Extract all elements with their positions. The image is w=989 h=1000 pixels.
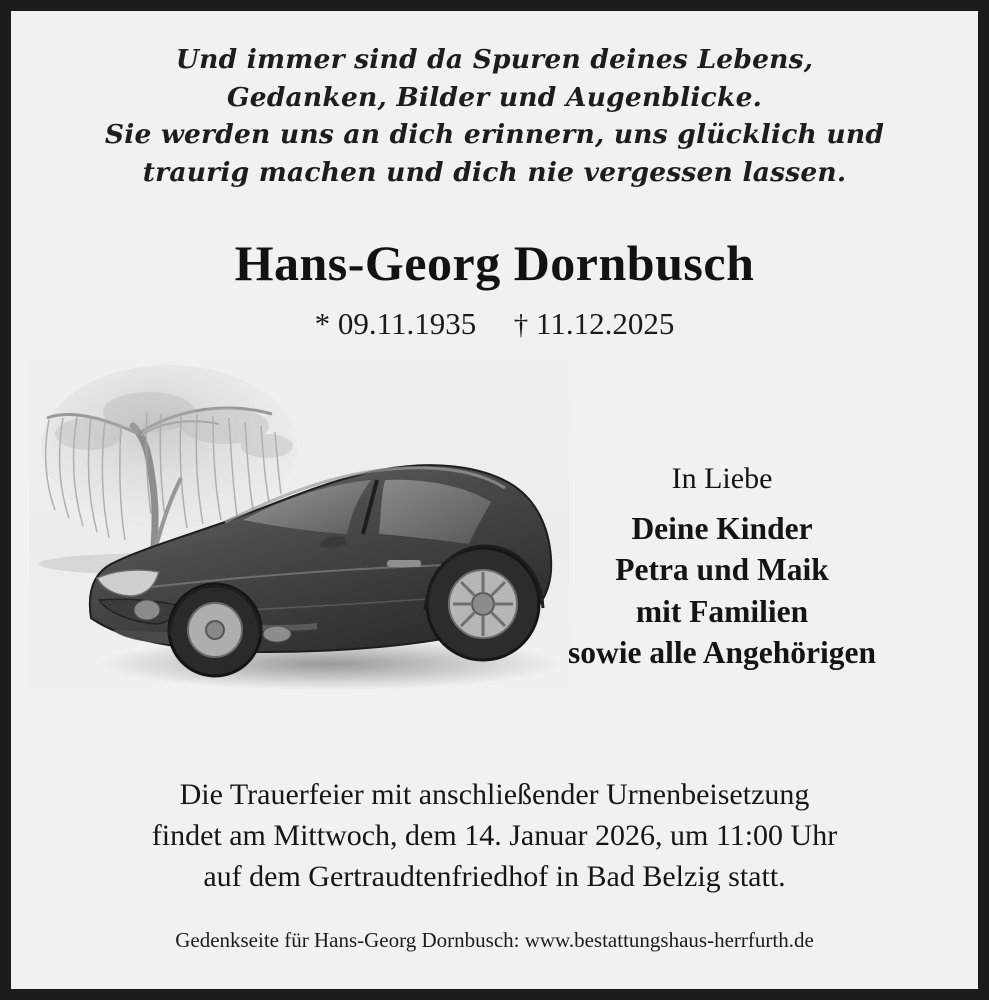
obituary-card [11, 11, 978, 989]
birth-date: 09.11.1935 [337, 305, 477, 341]
life-dates [11, 306, 978, 342]
service-line-3: auf dem Gertraudtenfriedhof in Bad Belzig statt. [203, 859, 786, 893]
family-block [522, 462, 922, 674]
deceased-name: Hans-Georg Dornbusch [234, 234, 755, 291]
service-line-1: Die Trauerfeier mit anschließender Urnenbeisetzung [179, 777, 810, 811]
family-lead: In Liebe [671, 461, 773, 495]
family-line-1: Deine Kinder [631, 510, 813, 546]
poem-line-2: Gedanken, Bilder und Augenblicke. [226, 81, 763, 113]
family-line-2: Petra und Maik [615, 552, 829, 588]
death-symbol: † [513, 308, 529, 341]
poem-line-4: traurig machen und dich nie vergessen lassen. [142, 156, 847, 188]
service-details [11, 774, 978, 897]
death-date: 11.12.2025 [536, 305, 675, 341]
poem-line-1: Und immer sind da Spuren deines Lebens, [175, 44, 814, 75]
middle-band [11, 342, 978, 712]
poem-block [11, 11, 978, 192]
family-line-4: sowie alle Angehörigen [568, 635, 876, 671]
poem-line-3: Sie werden uns an dich erinnern, uns glücklich und [104, 119, 885, 151]
memorial-page-link[interactable]: Gedenkseite für Hans-Georg Dornbusch: www.bestattungshaus-herrfurth.de [175, 928, 814, 952]
service-line-2: findet am Mittwoch, dem 14. Januar 2026, um 11:00 Uhr [151, 818, 838, 852]
pencil-drawing-image [29, 342, 569, 700]
birth-symbol: * [314, 305, 331, 341]
family-line-3: mit Familien [635, 593, 809, 629]
